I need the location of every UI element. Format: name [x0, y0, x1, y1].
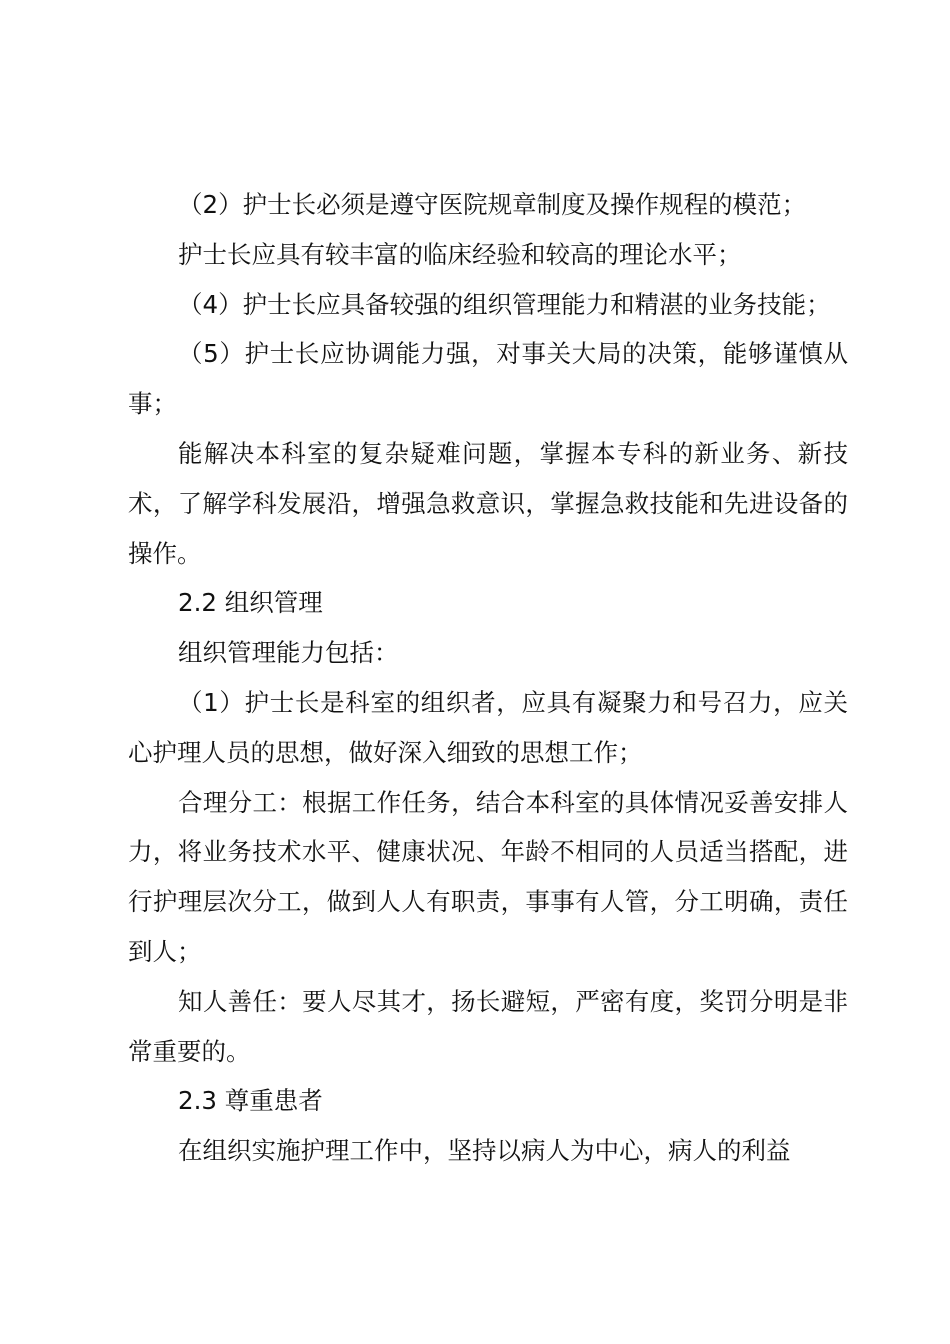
- paragraph-item-1: （1）护士长是科室的组织者，应具有凝聚力和号召力，应关心护理人员的思想，做好深入细致的思想工作；: [128, 687, 848, 767]
- paragraph-rule-3: 护士长应具有较丰富的临床经验和较高的理论水平；: [178, 239, 742, 269]
- paragraph-rule-2: （2）护士长必须是遵守医院规章制度及操作规程的模范；: [178, 190, 807, 219]
- paragraph-rule-4: （4）护士长应具备较强的组织管理能力和精湛的业务技能；: [178, 289, 831, 319]
- section-heading-2-2: 2.2 组织管理: [178, 588, 323, 618]
- paragraph-rule-5: （5）护士长应协调能力强，对事关大局的决策，能够谨慎从事；: [128, 339, 848, 419]
- paragraph-people-management: 知人善任：要人尽其才，扬长避短，严密有度，奖罚分明是非常重要的。: [128, 986, 848, 1066]
- body-text: [128, 180, 848, 1176]
- paragraph-rule-6: 能解决本科室的复杂疑难问题，掌握本专科的新业务、新技术，了解学科发展沿，增强急救意识，掌握急救技能和先进设备的操作。: [128, 438, 848, 568]
- paragraph-intro: 组织管理能力包括：: [178, 638, 399, 668]
- paragraph-division-of-labor: 合理分工：根据工作任务，结合本科室的具体情况妥善安排人力，将业务技术水平、健康状况、年龄不相同的人员适当搭配，进行护理层次分工，做到人人有职责，事事有人管，分工明确，责任到人；: [128, 787, 848, 966]
- paragraph-patient-centered: 在组织实施护理工作中，坚持以病人为中心，病人的利益: [178, 1136, 791, 1166]
- section-heading-2-3: 2.3 尊重患者: [178, 1086, 323, 1116]
